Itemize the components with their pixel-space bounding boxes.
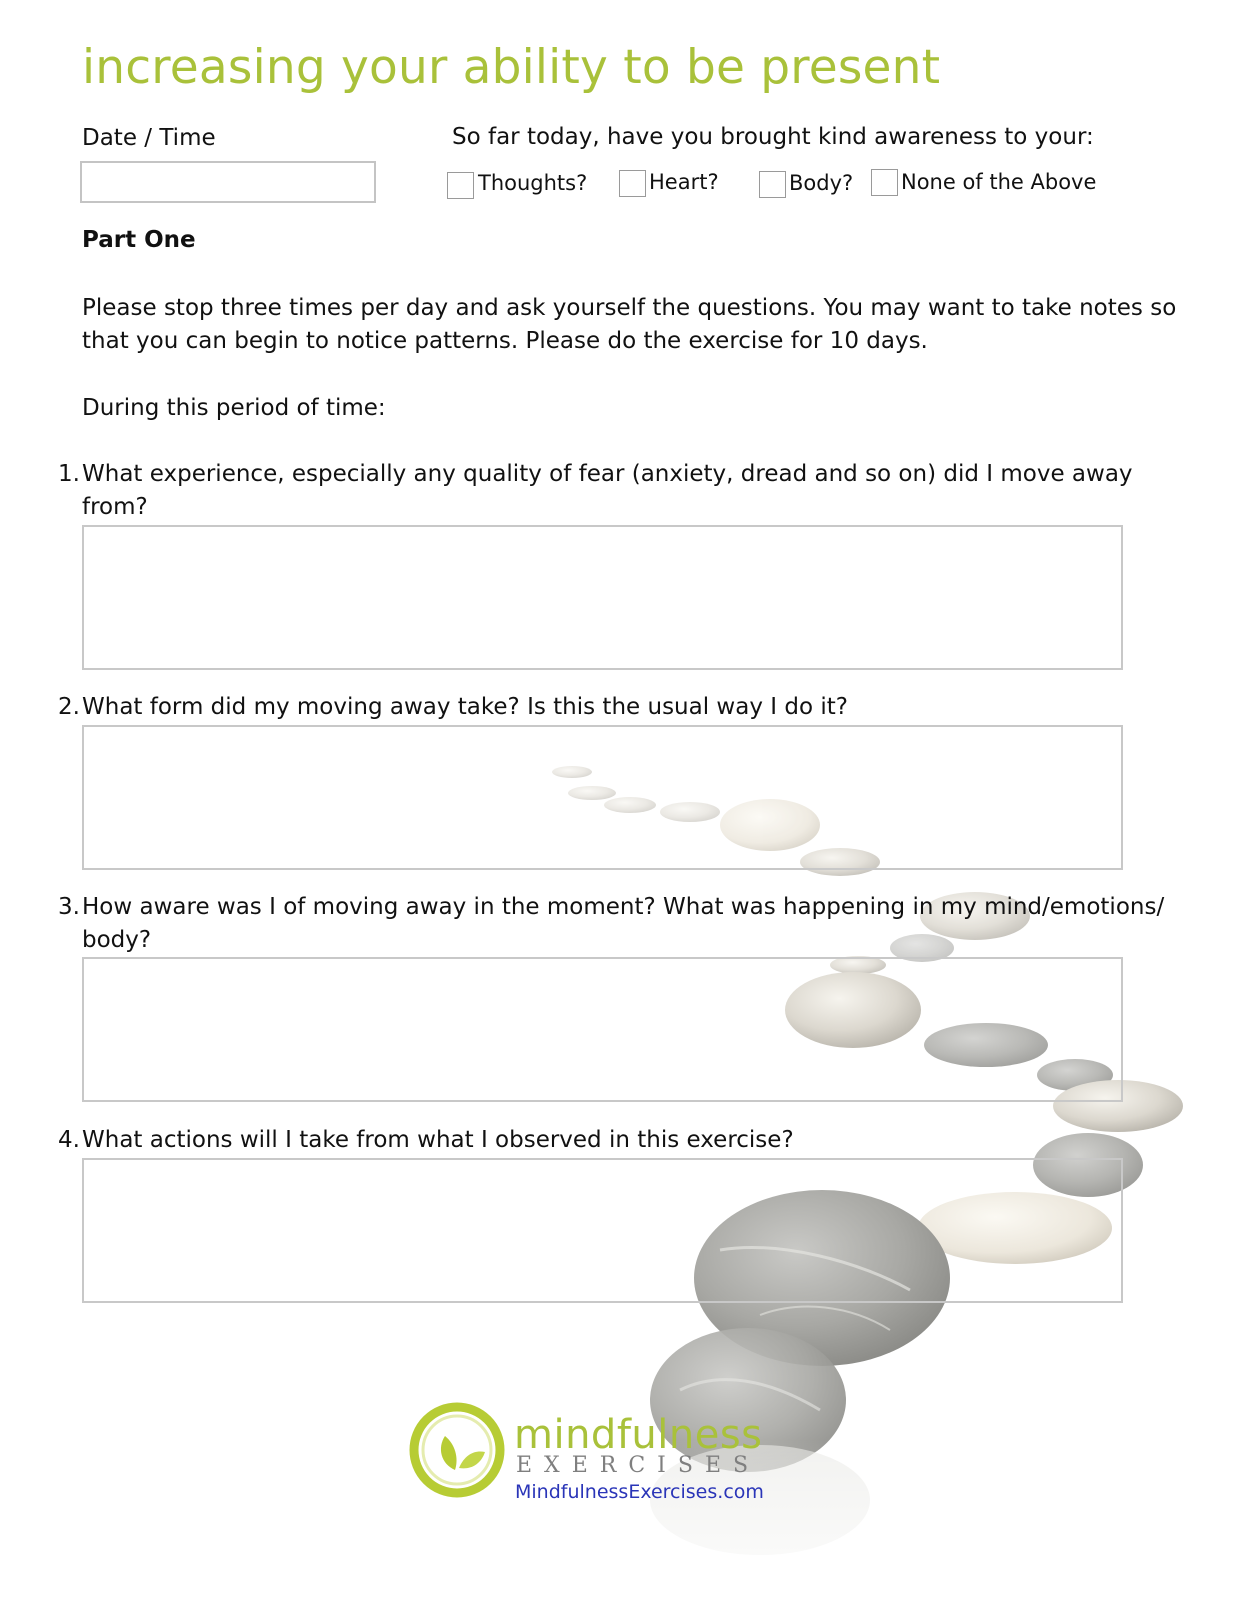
leaf-logo-icon bbox=[405, 1398, 509, 1502]
page-title: increasing your ability to be present bbox=[82, 40, 941, 95]
heart-checkbox[interactable] bbox=[619, 170, 646, 197]
lead-in-text: During this period of time: bbox=[82, 395, 386, 421]
answer-box[interactable] bbox=[82, 525, 1123, 670]
date-time-label: Date / Time bbox=[82, 125, 216, 151]
awareness-prompt: So far today, have you brought kind awareness to your: bbox=[452, 124, 1094, 150]
question-text: What experience, especially any quality of fear (anxiety, dread and so on) did I move away from? bbox=[82, 461, 1133, 520]
answer-box[interactable] bbox=[82, 725, 1123, 870]
question-text: How aware was I of moving away in the moment? What was happening in my mind/emotions/ body? bbox=[82, 894, 1165, 953]
heart-label: Heart? bbox=[649, 170, 719, 194]
answer-box[interactable] bbox=[82, 1158, 1123, 1303]
body-checkbox[interactable] bbox=[759, 171, 786, 198]
question-number: 1. bbox=[58, 461, 80, 487]
question-number: 3. bbox=[58, 894, 80, 920]
thoughts-checkbox[interactable] bbox=[447, 172, 474, 199]
question-text: What actions will I take from what I observed in this exercise? bbox=[82, 1127, 794, 1153]
instructions-text: Please stop three times per day and ask yourself the questions. You may want to take notes so that you can begin to notice patterns. Please do the exercise for 10 days. bbox=[82, 295, 1177, 354]
none-of-the-above-label: None of the Above bbox=[901, 170, 1097, 194]
none-of-the-above-checkbox[interactable] bbox=[871, 169, 898, 196]
logo-wordmark: mindfulness bbox=[514, 1412, 763, 1458]
thoughts-label: Thoughts? bbox=[478, 171, 588, 195]
body-label: Body? bbox=[789, 171, 854, 195]
date-time-field[interactable] bbox=[80, 161, 376, 203]
question-number: 4. bbox=[58, 1127, 80, 1153]
question-text: What form did my moving away take? Is this the usual way I do it? bbox=[82, 694, 848, 720]
logo-subtitle: EXERCISES bbox=[516, 1453, 761, 1478]
question-number: 2. bbox=[58, 694, 80, 720]
logo-url-link[interactable]: MindfulnessExercises.com bbox=[515, 1481, 764, 1503]
answer-box[interactable] bbox=[82, 957, 1123, 1102]
part-heading: Part One bbox=[82, 227, 196, 253]
